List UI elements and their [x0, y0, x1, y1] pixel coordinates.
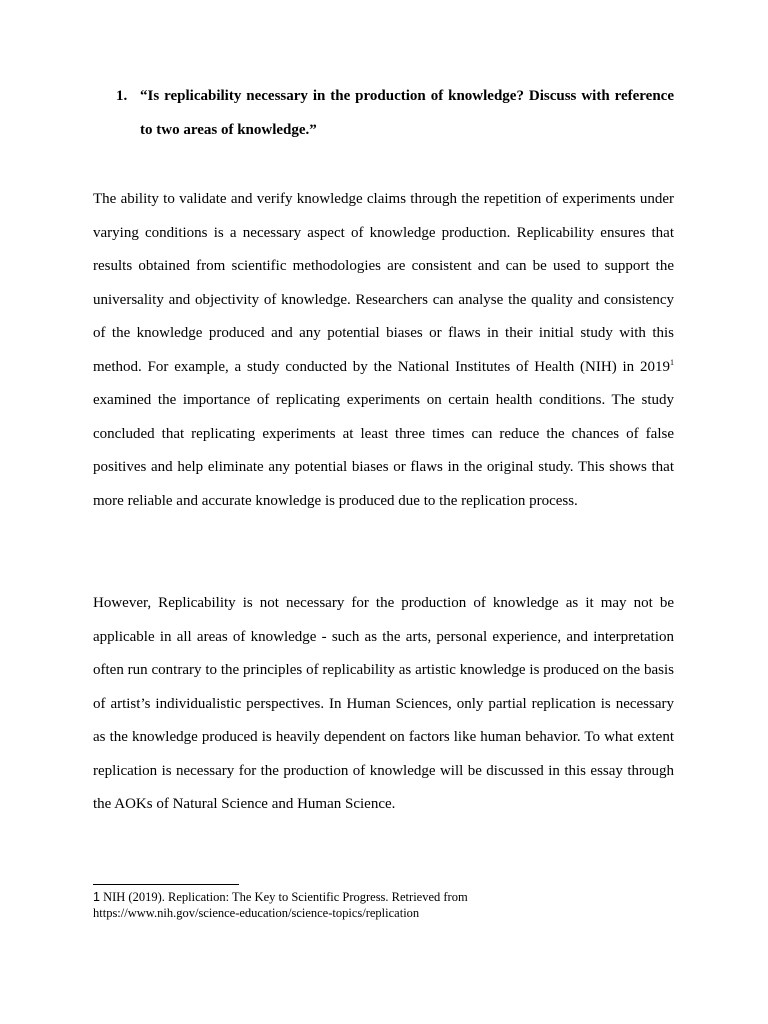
paragraph-1-text-end: examined the importance of replicating experiments on certain health conditions. The study concluded that replicating experiments at least three times can reduce the chances of false positives and help eliminate any potential biases or flaws in the original study. This shows that more reliable and accurate knowledge is produced due to the replication process.	[93, 392, 674, 509]
footnote-separator	[93, 884, 239, 885]
footnote	[93, 889, 693, 921]
footnote-number: 1	[93, 890, 100, 904]
question-number: 1.	[116, 88, 128, 104]
footnote-citation: NIH (2019). Replication: The Key to Scientific Progress. Retrieved from	[99, 890, 468, 904]
essay-question	[116, 80, 674, 147]
question-text: “Is replicability necessary in the production of knowledge? Discuss with reference to two areas of knowledge.”	[140, 88, 674, 138]
paragraph-1-text-start: The ability to validate and verify knowledge claims through the repetition of experiments under varying conditions is a necessary aspect of knowledge production. Replicability ensures that results obtained from scientific methodologies are consistent and can be used to support the universality and objectivity of knowledge. Researchers can analyse the quality and consistency of the knowledge produced and any potential biases or flaws in their initial study with this method. For example, a study conducted by the National Institutes of Health (NIH) in 2019	[93, 191, 674, 375]
footnote-line-1	[93, 889, 693, 905]
body-paragraph-1	[93, 183, 674, 518]
body-paragraph-2: However, Replicability is not necessary for the production of knowledge as it may not be applicable in all areas of knowledge - such as the arts, personal experience, and interpretation often run contrary to the principles of replicability as artistic knowledge is produced on the basis of artist’s individualistic perspectives. In Human Sciences, only partial replication is necessary as the knowledge produced is heavily dependent on factors like human behavior. To what extent replication is necessary for the production of knowledge will be discussed in this essay through the AOKs of Natural Science and Human Science.	[93, 595, 674, 812]
footnote-url[interactable]: https://www.nih.gov/science-education/science-topics/replication	[93, 906, 420, 920]
footnote-reference[interactable]: 1	[670, 357, 674, 367]
